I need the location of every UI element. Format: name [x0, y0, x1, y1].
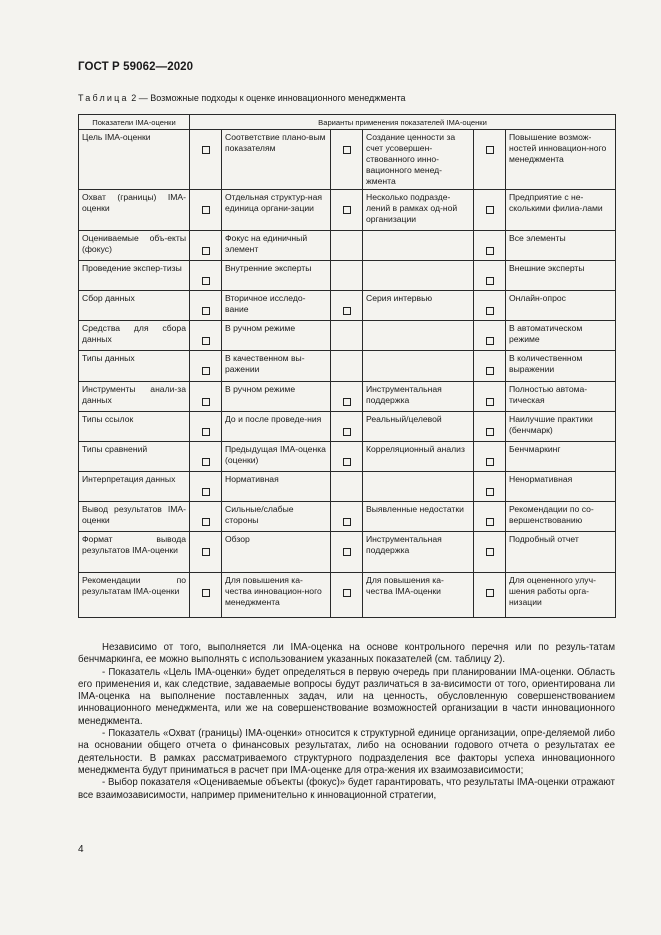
option-2 — [363, 351, 474, 382]
standard-designation: ГОСТ Р 59062—2020 — [78, 61, 194, 73]
table-row — [79, 291, 616, 321]
option-1: Предыдущая IMA-оценка (оценки) — [222, 442, 331, 472]
table-row — [79, 130, 616, 190]
checkbox-3 — [474, 442, 506, 472]
row-label: Типы данных — [79, 351, 190, 382]
option-3: Повышение возмож-ностей инновацион-ного менеджмента — [506, 130, 616, 190]
header-indicators: Показатели IMA-оценки — [79, 115, 190, 130]
caption-number: 2 — [131, 93, 137, 103]
option-3: Внешние эксперты — [506, 261, 616, 291]
checkbox-square-icon — [343, 548, 351, 556]
table-caption — [78, 93, 406, 103]
option-1: В ручном режиме — [222, 321, 331, 351]
checkbox-1 — [190, 190, 222, 231]
checkbox-square-icon — [343, 307, 351, 315]
table-row — [79, 351, 616, 382]
checkbox-1 — [190, 231, 222, 261]
checkbox-1 — [190, 291, 222, 321]
checkbox-square-icon — [343, 398, 351, 406]
option-1: В качественном вы-ражении — [222, 351, 331, 382]
option-2: Несколько подразде-лений в рамках од-ной организации — [363, 190, 474, 231]
checkbox-1 — [190, 502, 222, 532]
checkbox-3 — [474, 412, 506, 442]
checkbox-square-icon — [343, 458, 351, 466]
option-3: В автоматическом режиме — [506, 321, 616, 351]
table-header-row — [79, 115, 616, 130]
checkbox-1 — [190, 573, 222, 618]
option-2: Корреляционный анализ — [363, 442, 474, 472]
approaches-table — [78, 114, 616, 618]
body-paragraph: Независимо от того, выполняется ли IMA-оценка на основе контрольного перечня или по резуль-татам бенчмаркинга, ее можно выполнять с использованием указанных показателей (см. таблицу 2). — [78, 642, 615, 666]
checkbox-square-icon — [343, 146, 351, 154]
checkbox-3 — [474, 351, 506, 382]
checkbox-square-icon — [486, 518, 494, 526]
option-1: Отдельная структур-ная единица органи-зации — [222, 190, 331, 231]
page-number: 4 — [78, 844, 84, 855]
table-row — [79, 472, 616, 502]
option-2: Выявленные недостатки — [363, 502, 474, 532]
checkbox-2 — [331, 472, 363, 502]
checkbox-square-icon — [202, 488, 210, 496]
checkbox-1 — [190, 321, 222, 351]
option-2: Серия интервью — [363, 291, 474, 321]
checkbox-2 — [331, 351, 363, 382]
checkbox-3 — [474, 573, 506, 618]
option-2: Инструментальная поддержка — [363, 532, 474, 573]
checkbox-square-icon — [202, 337, 210, 345]
checkbox-square-icon — [486, 307, 494, 315]
body-paragraph: - Выбор показателя «Оцениваемые объекты (фокус)» будет гарантировать, что результаты IMA-оценки отражают все взаимозависимости, например применительно к инновационной стратегии, — [78, 777, 615, 801]
table-row — [79, 532, 616, 573]
checkbox-2 — [331, 442, 363, 472]
checkbox-3 — [474, 291, 506, 321]
checkbox-square-icon — [202, 247, 210, 255]
option-2 — [363, 261, 474, 291]
checkbox-3 — [474, 231, 506, 261]
checkbox-1 — [190, 472, 222, 502]
checkbox-square-icon — [202, 428, 210, 436]
checkbox-3 — [474, 502, 506, 532]
table-row — [79, 573, 616, 618]
option-1: Нормативная — [222, 472, 331, 502]
checkbox-square-icon — [486, 337, 494, 345]
checkbox-3 — [474, 472, 506, 502]
option-2: Для повышения ка-чества IMA-оценки — [363, 573, 474, 618]
row-label: Оцениваемые объ-екты (фокус) — [79, 231, 190, 261]
checkbox-square-icon — [486, 428, 494, 436]
caption-label: Таблица — [78, 93, 129, 103]
checkbox-square-icon — [486, 146, 494, 154]
checkbox-square-icon — [486, 589, 494, 597]
checkbox-square-icon — [486, 548, 494, 556]
checkbox-square-icon — [202, 307, 210, 315]
checkbox-square-icon — [343, 206, 351, 214]
option-3: Подробный отчет — [506, 532, 616, 573]
table-row — [79, 261, 616, 291]
checkbox-3 — [474, 261, 506, 291]
checkbox-2 — [331, 532, 363, 573]
option-2 — [363, 321, 474, 351]
checkbox-2 — [331, 412, 363, 442]
row-label: Цель IMA-оценки — [79, 130, 190, 190]
option-2: Инструментальная поддержка — [363, 382, 474, 412]
table-row — [79, 442, 616, 472]
checkbox-2 — [331, 502, 363, 532]
checkbox-square-icon — [202, 548, 210, 556]
header-variants: Варианты применения показателей IMA-оценки — [190, 115, 616, 130]
checkbox-1 — [190, 532, 222, 573]
table-row — [79, 190, 616, 231]
option-3: Онлайн-опрос — [506, 291, 616, 321]
table-row — [79, 321, 616, 351]
checkbox-3 — [474, 190, 506, 231]
option-1: Соответствие плано-вым показателям — [222, 130, 331, 190]
checkbox-1 — [190, 261, 222, 291]
option-2 — [363, 472, 474, 502]
row-label: Проведение экспер-тизы — [79, 261, 190, 291]
table-row — [79, 502, 616, 532]
body-text — [78, 642, 615, 802]
checkbox-3 — [474, 382, 506, 412]
checkbox-square-icon — [486, 367, 494, 375]
checkbox-1 — [190, 442, 222, 472]
body-paragraph: - Показатель «Охват (границы) IMA-оценки» относится к структурной единице организации, опре-деляемой либо на основании общего отчета о финансовых результатах, либо на основании годового отчета о результатах ее деятельности. В рамках рассматриваемого структурного подразделения все факторы успеха инновационного менеджмента будут приниматься в расчет при IMA-оценке для отра-жения их взаимозависимости; — [78, 728, 615, 776]
row-label: Формат вывода результатов IMA-оценки — [79, 532, 190, 573]
option-1: Сильные/слабые стороны — [222, 502, 331, 532]
table-row — [79, 412, 616, 442]
checkbox-2 — [331, 382, 363, 412]
checkbox-square-icon — [202, 398, 210, 406]
checkbox-2 — [331, 321, 363, 351]
checkbox-2 — [331, 130, 363, 190]
checkbox-square-icon — [343, 428, 351, 436]
option-3: Наилучшие практики (бенчмарк) — [506, 412, 616, 442]
checkbox-1 — [190, 412, 222, 442]
option-1: Вторичное исследо-вание — [222, 291, 331, 321]
body-paragraph: - Показатель «Цель IMA-оценки» будет определяться в первую очередь при планировании IMA-оценки. Область его применения и, как следствие, задаваемые вопросы будут различаться в за-висимости от того, ориентирована ли IMA-оценка на выполнение поставленных задач, или на ценность, обусловленную совершенствованием инновационного менеджмента, или же на совершенствование возможностей организации в части инновационного менеджмента. — [78, 666, 615, 727]
checkbox-1 — [190, 130, 222, 190]
option-3: Полностью автома-тическая — [506, 382, 616, 412]
option-1: Обзор — [222, 532, 331, 573]
option-3: Рекомендации по со-вершенствованию — [506, 502, 616, 532]
checkbox-square-icon — [486, 488, 494, 496]
checkbox-2 — [331, 231, 363, 261]
checkbox-square-icon — [486, 206, 494, 214]
checkbox-square-icon — [202, 367, 210, 375]
checkbox-3 — [474, 321, 506, 351]
row-label: Инструменты анали-за данных — [79, 382, 190, 412]
option-1: Фокус на единичный элемент — [222, 231, 331, 261]
option-1: В ручном режиме — [222, 382, 331, 412]
checkbox-square-icon — [486, 247, 494, 255]
checkbox-1 — [190, 351, 222, 382]
checkbox-square-icon — [343, 589, 351, 597]
option-3: Все элементы — [506, 231, 616, 261]
checkbox-2 — [331, 261, 363, 291]
checkbox-square-icon — [486, 458, 494, 466]
checkbox-3 — [474, 532, 506, 573]
option-3: Ненормативная — [506, 472, 616, 502]
row-label: Средства для сбора данных — [79, 321, 190, 351]
checkbox-square-icon — [202, 206, 210, 214]
checkbox-square-icon — [486, 398, 494, 406]
row-label: Типы сравнений — [79, 442, 190, 472]
option-3: В количественном выражении — [506, 351, 616, 382]
checkbox-2 — [331, 190, 363, 231]
option-2 — [363, 231, 474, 261]
row-label: Вывод результатов IMA-оценки — [79, 502, 190, 532]
caption-text: — Возможные подходы к оценке инновационного менеджмента — [136, 93, 406, 103]
option-1: До и после проведе-ния — [222, 412, 331, 442]
option-1: Внутренние эксперты — [222, 261, 331, 291]
checkbox-square-icon — [486, 277, 494, 285]
row-label: Рекомендации по результатам IMA-оценки — [79, 573, 190, 618]
checkbox-3 — [474, 130, 506, 190]
row-label: Охват (границы) IMA-оценки — [79, 190, 190, 231]
checkbox-square-icon — [343, 518, 351, 526]
checkbox-square-icon — [202, 518, 210, 526]
option-3: Предприятие с не-сколькими филиа-лами — [506, 190, 616, 231]
checkbox-2 — [331, 291, 363, 321]
checkbox-square-icon — [202, 277, 210, 285]
row-label: Типы ссылок — [79, 412, 190, 442]
table-row — [79, 382, 616, 412]
checkbox-square-icon — [202, 589, 210, 597]
row-label: Сбор данных — [79, 291, 190, 321]
row-label: Интерпретация данных — [79, 472, 190, 502]
option-1: Для повышения ка-чества инновацион-ного менеджмента — [222, 573, 331, 618]
option-3: Для оцененного улуч-шения работы орга-низации — [506, 573, 616, 618]
checkbox-2 — [331, 573, 363, 618]
checkbox-square-icon — [202, 146, 210, 154]
table-row — [79, 231, 616, 261]
checkbox-1 — [190, 382, 222, 412]
option-2: Реальный/целевой — [363, 412, 474, 442]
option-2: Создание ценности за счет усовершен-ствованного инно-вационного менед-жмента — [363, 130, 474, 190]
checkbox-square-icon — [202, 458, 210, 466]
option-3: Бенчмаркинг — [506, 442, 616, 472]
